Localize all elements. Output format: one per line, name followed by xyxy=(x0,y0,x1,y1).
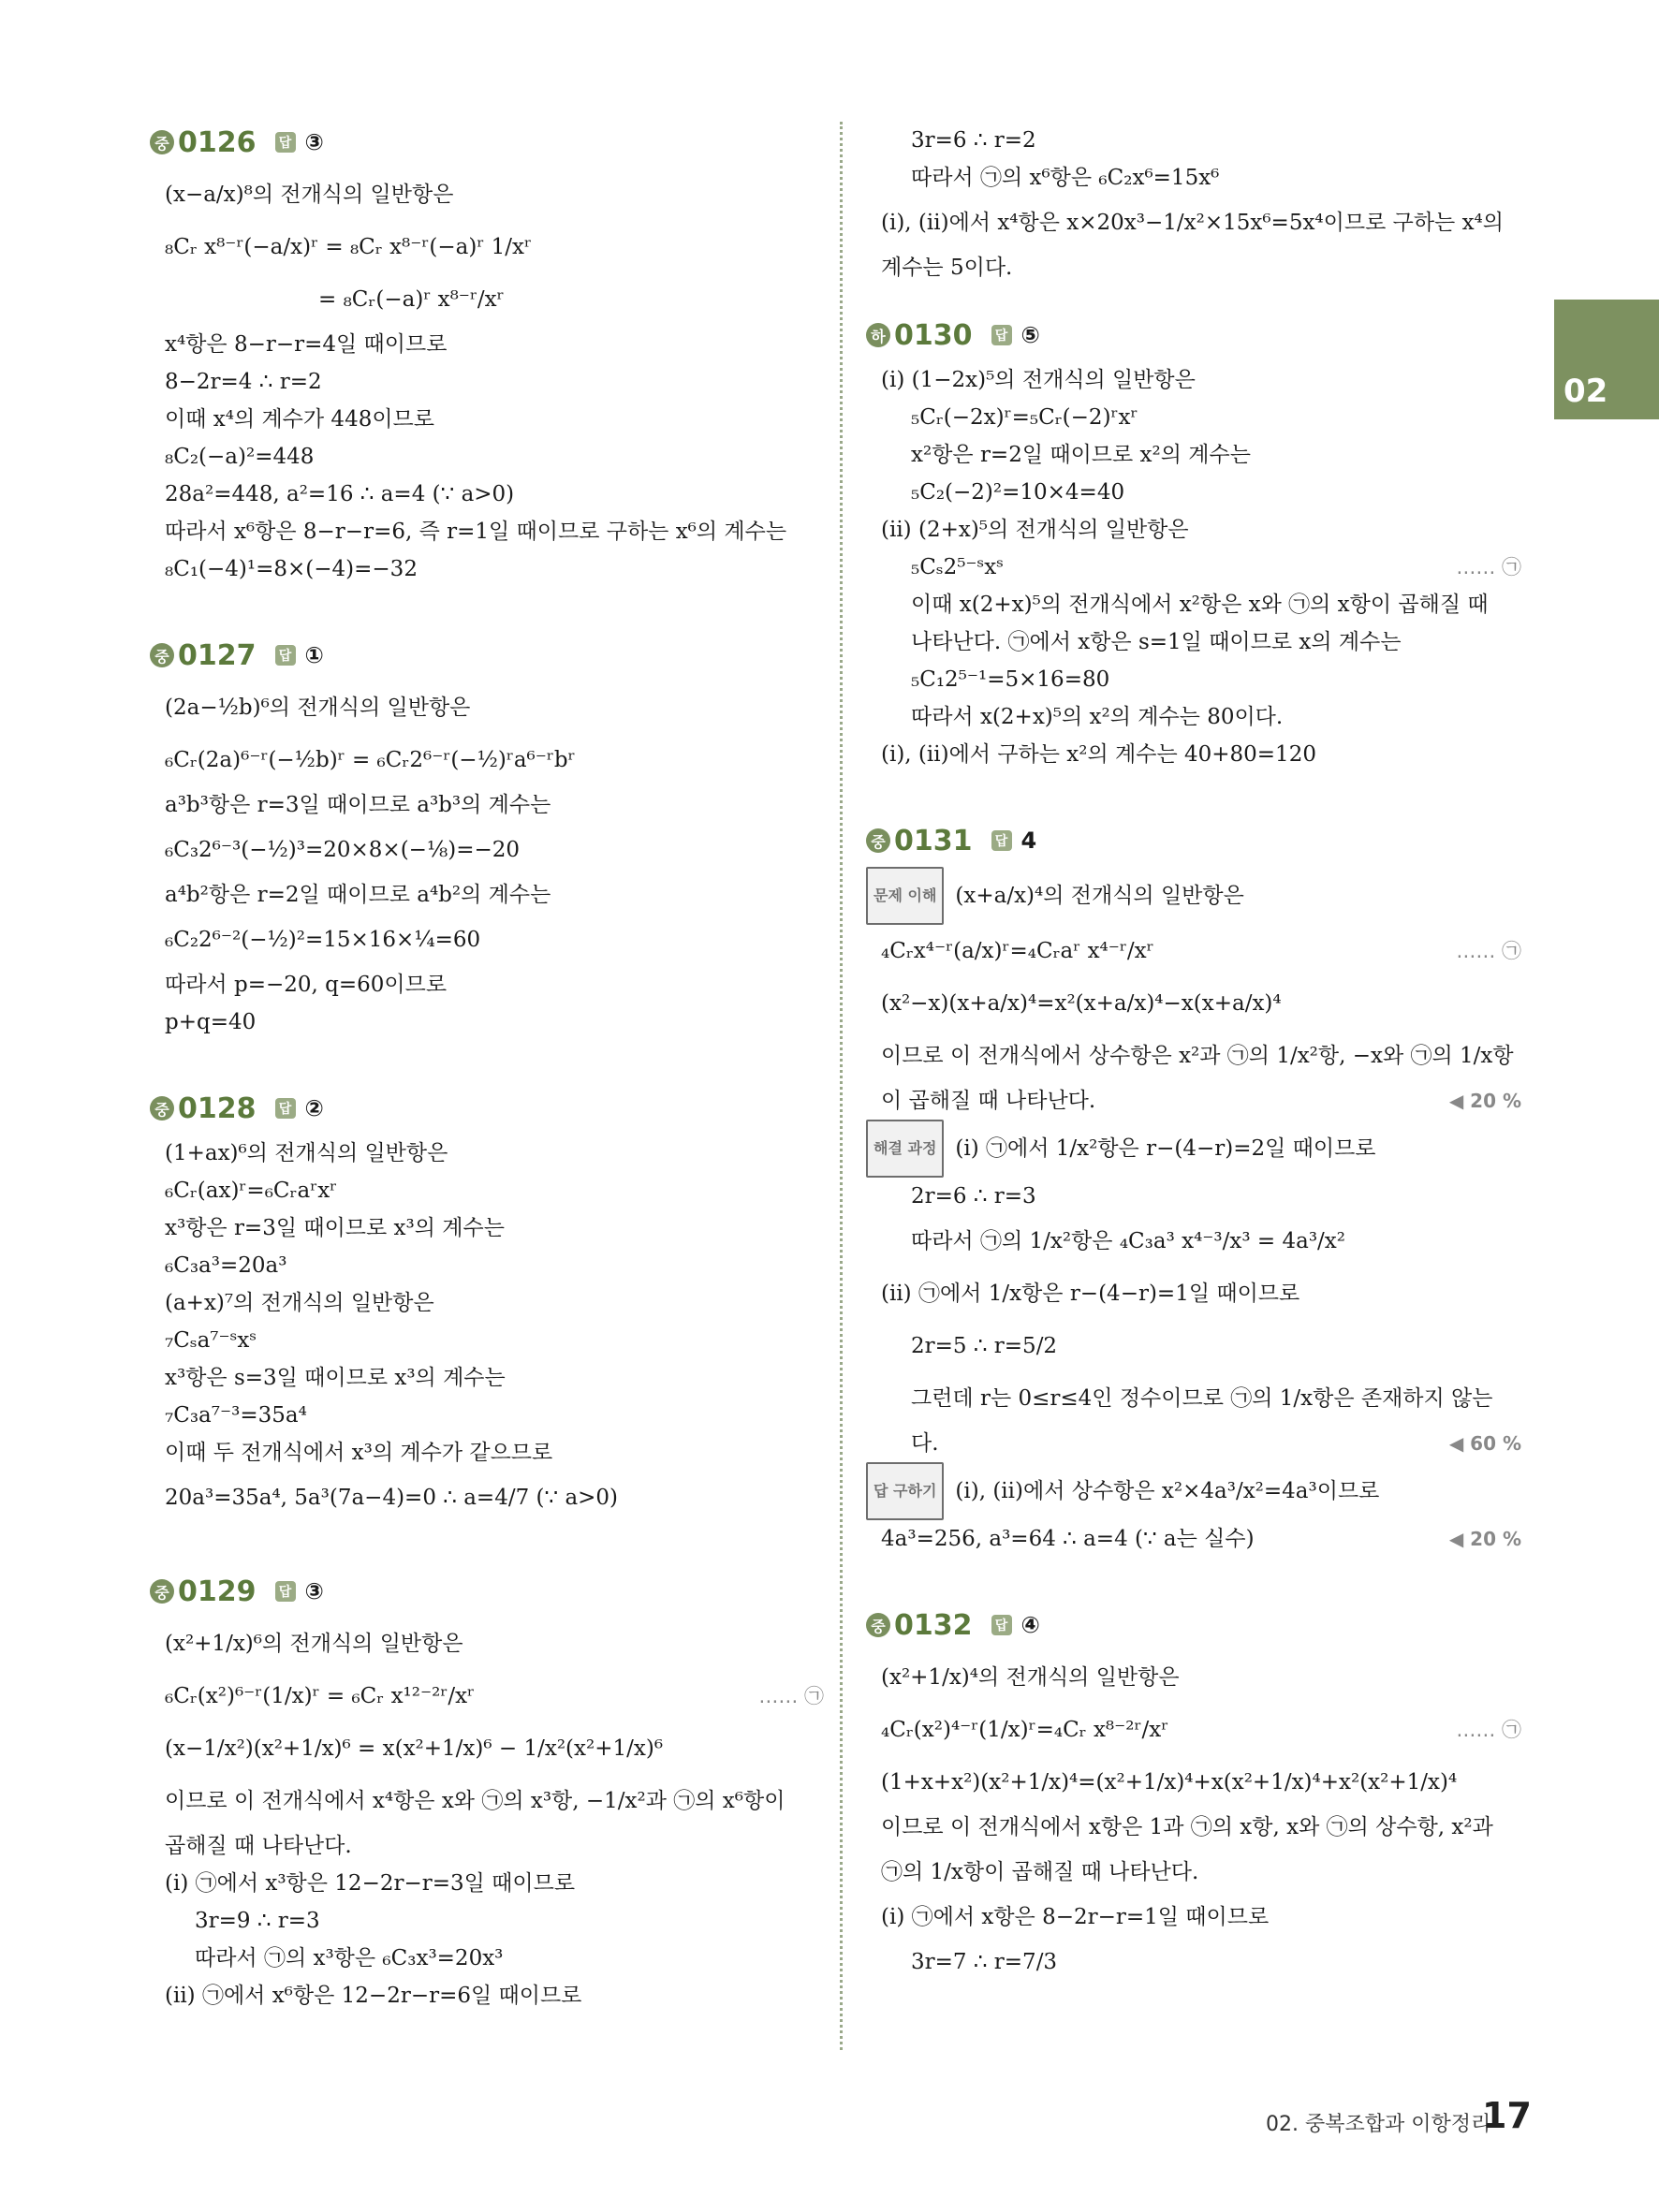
footer-chapter-title: 02. 중복조합과 이항정리 xyxy=(1266,2113,1491,2136)
solution-line: 이므로 이 전개식에서 x⁴항은 x와 ㉠의 x³항, −1/x²과 ㉠의 x⁶항이 xyxy=(165,1789,785,1813)
solution-line: 이때 x⁴의 계수가 448이므로 xyxy=(165,407,434,432)
solution-line: ㉠의 1/x항이 곱해질 때 나타난다. xyxy=(881,1860,1199,1884)
solution-line: (ⅰ), (ⅱ)에서 x⁴항은 x×20x³−1/x²×15x⁶=5x⁴이므로 구하는 x⁴의 xyxy=(881,211,1504,235)
solution-line xyxy=(866,867,1521,925)
solution-line: 따라서 ㉠의 x³항은 ₆C₃x³=20x³ xyxy=(195,1946,504,1970)
problem-number: 0132 xyxy=(894,1608,973,1642)
solution-line: ₅C₂(−2)²=10×4=40 xyxy=(911,480,1125,505)
equation: (ⅰ), (ⅱ)에서 상수항은 x²×4a³/x²=4a³이므로 xyxy=(955,1479,1380,1503)
solution-line: (a+x)⁷의 전개식의 일반항은 xyxy=(165,1291,434,1315)
score-percent: ◀ 60 % xyxy=(1448,1432,1521,1455)
solution-line: ₈Cᵣ x⁸⁻ʳ(−a/x)ʳ = ₈Cᵣ x⁸⁻ʳ(−a)ʳ 1/xʳ xyxy=(165,235,532,259)
solution-line: ₇C₃a⁷⁻³=35a⁴ xyxy=(165,1403,307,1428)
solution-line: 따라서 ㉠의 1/x²항은 ₄C₃a³ x⁴⁻³/x³ = 4a³/x² xyxy=(911,1229,1345,1253)
left-column xyxy=(150,122,824,2061)
solution-line: a³b³항은 r=3일 때이므로 a³b³의 계수는 xyxy=(165,793,551,817)
solution-line: ₆C₂2⁶⁻²(−½)²=15×16×¼=60 xyxy=(165,928,481,952)
problem-header xyxy=(150,1088,824,1129)
answer-tag: 답 xyxy=(991,1615,1012,1635)
solution-line: ₈C₂(−a)²=448 xyxy=(165,445,315,469)
solution-line: ₆Cᵣ(ax)ʳ=₆Cᵣaʳxʳ xyxy=(165,1179,338,1203)
solution-line: (1+ax)⁶의 전개식의 일반항은 xyxy=(165,1141,448,1165)
solution-line xyxy=(866,1120,1521,1178)
score-percent-value: 20 % xyxy=(1470,1090,1521,1112)
page-number: 17 xyxy=(1482,2095,1532,2136)
solution-line xyxy=(866,1082,1521,1120)
difficulty-badge: 중 xyxy=(150,1579,174,1604)
solution-line: ₆Cᵣ(2a)⁶⁻ʳ(−½b)ʳ = ₆Cᵣ2⁶⁻ʳ(−½)ʳa⁶⁻ʳbʳ xyxy=(165,748,576,772)
equation: ₄Cᵣ(x²)⁴⁻ʳ(1/x)ʳ=₄Cᵣ x⁸⁻²ʳ/xʳ xyxy=(881,1718,1169,1742)
score-percent: ◀ 20 % xyxy=(1448,1090,1521,1112)
solution-line: ₅C₁2⁵⁻¹=5×16=80 xyxy=(911,667,1110,692)
solution-line: 3r=9 ∴ r=3 xyxy=(195,1909,320,1933)
solution-line xyxy=(866,1704,1521,1756)
solution-line: 따라서 p=−20, q=60이므로 xyxy=(165,973,448,997)
solution-line: ₇Cₛa⁷⁻ˢxˢ xyxy=(165,1328,257,1353)
score-percent-value: 60 % xyxy=(1470,1432,1521,1455)
solution-line: 따라서 ㉠의 x⁶항은 ₆C₂x⁶=15x⁶ xyxy=(911,166,1220,190)
solution-line: 이때 x(2+x)⁵의 전개식에서 x²항은 x와 ㉠의 x항이 곱해질 때 xyxy=(911,593,1489,617)
equation: (x+a/x)⁴의 전개식의 일반항은 xyxy=(955,884,1244,908)
problem-0132 xyxy=(866,1604,1521,1988)
solution-line: 따라서 x(2+x)⁵의 x²의 계수는 80이다. xyxy=(911,705,1284,729)
problem-number: 0131 xyxy=(894,824,973,857)
difficulty-badge: 중 xyxy=(150,130,174,154)
solution-line: 나타난다. ㉠에서 x항은 s=1일 때이므로 x의 계수는 xyxy=(911,630,1402,654)
equation: 다. xyxy=(911,1431,939,1456)
answer-value: ③ xyxy=(304,129,324,155)
equation-marker: …… ㉠ xyxy=(1456,556,1521,579)
problem-number: 0127 xyxy=(178,638,257,672)
solution-line: ₆C₃a³=20a³ xyxy=(165,1253,287,1278)
difficulty-badge: 하 xyxy=(866,323,890,347)
problem-0129-continued xyxy=(866,122,1521,286)
solution-line: ₈C₁(−4)¹=8×(−4)=−32 xyxy=(165,557,418,581)
solution-line xyxy=(150,1670,824,1722)
problem-header xyxy=(866,1604,1521,1646)
equation: (ⅰ) ㉠에서 1/x²항은 r−(4−r)=2일 때이므로 xyxy=(955,1136,1376,1161)
answer-tag: 답 xyxy=(991,325,1012,345)
solution-line: 그런데 r는 0≤r≤4인 정수이므로 ㉠의 1/x항은 존재하지 않는 xyxy=(911,1386,1493,1411)
solution-line: (1+x+x²)(x²+1/x)⁴=(x²+1/x)⁴+x(x²+1/x)⁴+x²(x²+1/x)⁴ xyxy=(881,1770,1458,1795)
solution-line: ₆C₃2⁶⁻³(−½)³=20×8×(−⅛)=−20 xyxy=(165,838,521,862)
equation: 4a³=256, a³=64 ∴ a=4 (∵ a는 실수) xyxy=(881,1527,1255,1551)
answer-tag: 답 xyxy=(991,830,1012,851)
problem-0131 xyxy=(866,820,1521,1558)
step-label-solve: 해결 과정 xyxy=(866,1120,944,1178)
difficulty-badge: 중 xyxy=(150,643,174,667)
score-percent: ◀ 20 % xyxy=(1448,1528,1521,1550)
solution-line xyxy=(866,1520,1521,1558)
solution-line: 이므로 이 전개식에서 x항은 1과 ㉠의 x항, x와 ㉠의 상수항, x²과 xyxy=(881,1815,1493,1839)
problem-number: 0128 xyxy=(178,1091,257,1125)
answer-value: ① xyxy=(304,642,324,668)
solution-line: (ⅰ), (ⅱ)에서 구하는 x²의 계수는 40+80=120 xyxy=(881,742,1316,767)
solution-line: a⁴b²항은 r=2일 때이므로 a⁴b²의 계수는 xyxy=(165,883,551,907)
solution-line xyxy=(866,925,1521,977)
answer-value: ⑤ xyxy=(1020,322,1040,348)
problem-0126 xyxy=(150,122,824,588)
difficulty-badge: 중 xyxy=(866,1613,890,1637)
solution-line: (ⅰ) (1−2x)⁵의 전개식의 일반항은 xyxy=(881,368,1196,392)
difficulty-badge: 중 xyxy=(866,828,890,853)
solution-line: x²항은 r=2일 때이므로 x²의 계수는 xyxy=(911,443,1251,467)
problem-header xyxy=(866,315,1521,356)
solution-line: (x²−x)(x+a/x)⁴=x²(x+a/x)⁴−x(x+a/x)⁴ xyxy=(881,991,1282,1016)
equation-marker: …… ㉠ xyxy=(758,1685,824,1707)
problem-header xyxy=(866,820,1521,861)
solution-line: ₅Cᵣ(−2x)ʳ=₅Cᵣ(−2)ʳxʳ xyxy=(911,405,1138,430)
equation: 이 곱해질 때 나타난다. xyxy=(881,1089,1096,1113)
score-percent-value: 20 % xyxy=(1470,1528,1521,1550)
problem-header xyxy=(150,122,824,163)
solution-line: 20a³=35a⁴, 5a³(7a−4)=0 ∴ a=4/7 (∵ a>0) xyxy=(165,1486,619,1510)
solution-line: 곱해질 때 나타난다. xyxy=(165,1834,352,1858)
equation: ₅Cₛ2⁵⁻ˢxˢ xyxy=(911,555,1005,579)
solution-line: (x²+1/x)⁴의 전개식의 일반항은 xyxy=(881,1665,1180,1690)
solution-line: (ⅱ) (2+x)⁵의 전개식의 일반항은 xyxy=(881,518,1189,542)
solution-line: 이므로 이 전개식에서 상수항은 x²과 ㉠의 1/x²항, −x와 ㉠의 1/x항 xyxy=(881,1044,1514,1068)
answer-tag: 답 xyxy=(275,1581,296,1602)
solution-line: 2r=6 ∴ r=3 xyxy=(911,1184,1036,1209)
problem-number: 0129 xyxy=(178,1575,257,1608)
solution-line: p+q=40 xyxy=(165,1010,257,1034)
solution-line: x³항은 s=3일 때이므로 x³의 계수는 xyxy=(165,1366,506,1390)
solution-line xyxy=(866,549,1521,586)
equation: ₆Cᵣ(x²)⁶⁻ʳ(1/x)ʳ = ₆Cᵣ x¹²⁻²ʳ/xʳ xyxy=(165,1684,476,1708)
problem-0130 xyxy=(866,315,1521,773)
step-label-answer: 답 구하기 xyxy=(866,1462,944,1520)
solution-line: x³항은 r=3일 때이므로 x³의 계수는 xyxy=(165,1216,505,1240)
answer-value: ④ xyxy=(1020,1612,1040,1638)
problem-0129 xyxy=(150,1571,824,2014)
solution-line: = ₈Cᵣ(−a)ʳ x⁸⁻ʳ/xʳ xyxy=(318,287,505,312)
chapter-side-tab-label: 02 xyxy=(1564,373,1608,410)
answer-tag: 답 xyxy=(275,645,296,666)
problem-number: 0126 xyxy=(178,125,257,159)
solution-line: 8−2r=4 ∴ r=2 xyxy=(165,370,322,394)
answer-value: ② xyxy=(304,1095,324,1121)
solution-line xyxy=(866,1462,1521,1520)
solution-line: (ⅰ) ㉠에서 x³항은 12−2r−r=3일 때이므로 xyxy=(165,1871,576,1896)
problem-0128 xyxy=(150,1088,824,1524)
answer-value: 4 xyxy=(1020,828,1037,854)
solution-line: 따라서 x⁶항은 8−r−r=6, 즉 r=1일 때이므로 구하는 x⁶의 계수는 xyxy=(165,520,787,544)
solution-line: 3r=7 ∴ r=7/3 xyxy=(911,1950,1058,1974)
solution-line xyxy=(866,1425,1521,1462)
solution-line: x⁴항은 8−r−r=4일 때이므로 xyxy=(165,332,448,357)
solution-line: 2r=5 ∴ r=5/2 xyxy=(911,1334,1058,1358)
problem-header xyxy=(150,1571,824,1612)
step-label-understand: 문제 이해 xyxy=(866,867,944,925)
solution-line: (ⅱ) ㉠에서 x⁶항은 12−2r−r=6일 때이므로 xyxy=(165,1984,582,2008)
answer-tag: 답 xyxy=(275,132,296,153)
column-divider xyxy=(840,122,843,2050)
equation-marker: …… ㉠ xyxy=(1456,940,1521,962)
solution-line: (x²+1/x)⁶의 전개식의 일반항은 xyxy=(165,1632,463,1656)
problem-0127 xyxy=(150,635,824,1041)
solution-line: (x−1/x²)(x²+1/x)⁶ = x(x²+1/x)⁶ − 1/x²(x²+1/x)⁶ xyxy=(165,1736,664,1761)
right-column xyxy=(866,122,1521,2035)
difficulty-badge: 중 xyxy=(150,1096,174,1121)
answer-tag: 답 xyxy=(275,1098,296,1119)
answer-value: ③ xyxy=(304,1578,324,1604)
problem-number: 0130 xyxy=(894,318,973,352)
equation: ₄Cᵣx⁴⁻ʳ(a/x)ʳ=₄Cᵣaʳ x⁴⁻ʳ/xʳ xyxy=(881,939,1154,963)
solution-line: 3r=6 ∴ r=2 xyxy=(911,128,1036,153)
equation-marker: …… ㉠ xyxy=(1456,1719,1521,1741)
problem-header xyxy=(150,635,824,676)
solution-line: (2a−½b)⁶의 전개식의 일반항은 xyxy=(165,696,471,720)
solution-line: (ⅱ) ㉠에서 1/x항은 r−(4−r)=1일 때이므로 xyxy=(881,1282,1300,1306)
solution-line: (ⅰ) ㉠에서 x항은 8−2r−r=1일 때이므로 xyxy=(881,1905,1270,1929)
solution-line: 28a²=448, a²=16 ∴ a=4 (∵ a>0) xyxy=(165,482,515,506)
solution-line: (x−a/x)⁸의 전개식의 일반항은 xyxy=(165,183,454,207)
solution-line: 이때 두 전개식에서 x³의 계수가 같으므로 xyxy=(165,1441,553,1465)
solution-line: 계수는 5이다. xyxy=(881,256,1013,280)
